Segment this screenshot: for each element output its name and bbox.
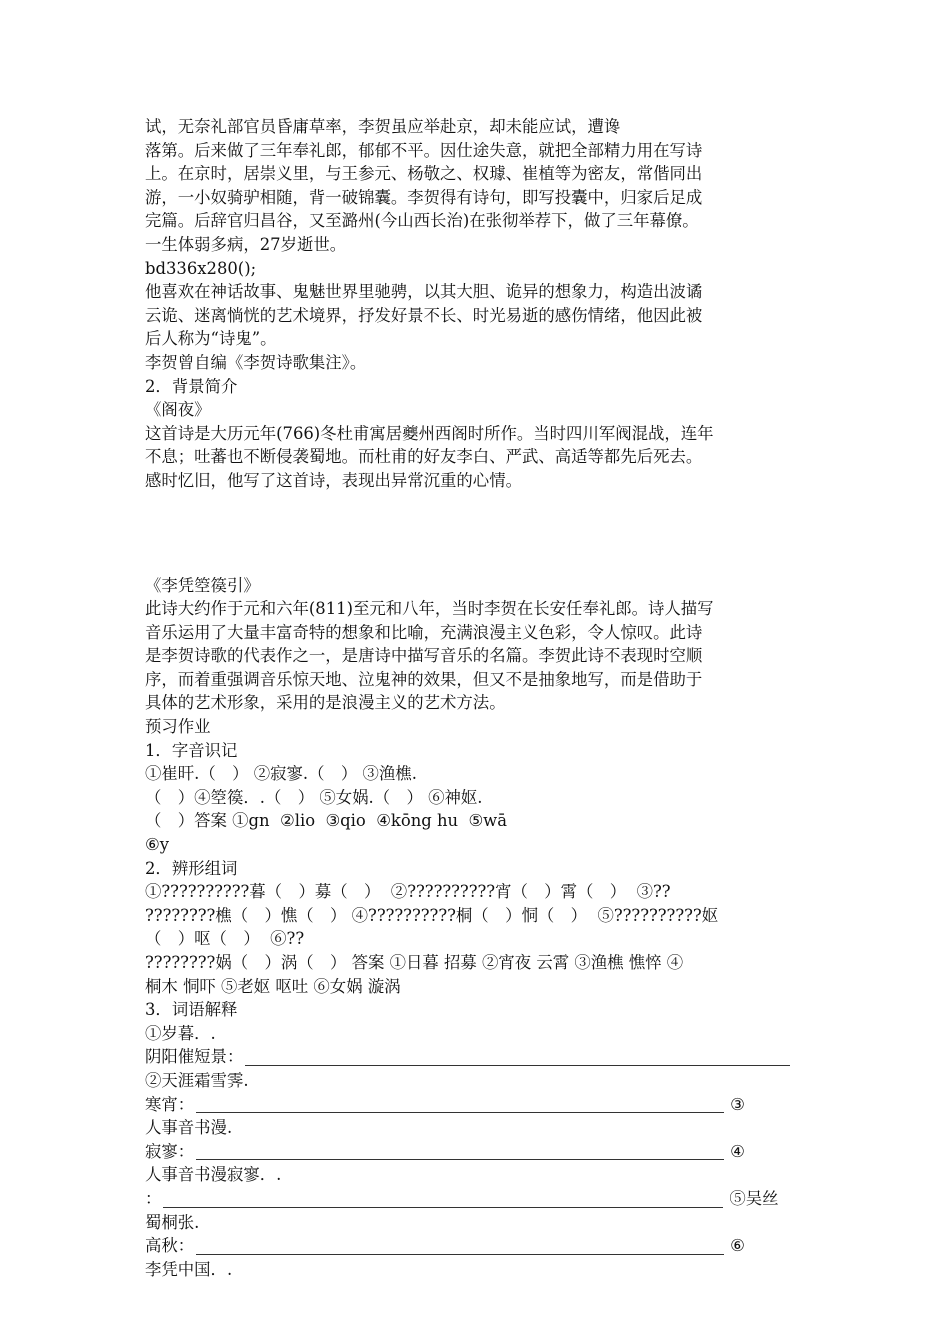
text-line: ????????娲（ ）涡（ ） 答案 ①日暮 招募 ②宵夜 云霄 ③渔樵 憔悴 ④ [145,953,684,972]
text-line: 2．辨形组词 [145,858,238,878]
answer-blank[interactable] [163,1192,723,1208]
fill-in-label: 寂寥： [145,1141,195,1161]
text-line: 2．背景简介 [145,376,238,396]
text-line: 桐木 恫吓 ⑤老妪 呕吐 ⑥女娲 漩涡 [145,976,401,996]
fill-in-row [145,1093,810,1117]
text-line: 《阁夜》 [145,400,211,420]
text-line: ①岁暮．. [145,1023,216,1043]
answer-blank[interactable] [196,1144,724,1160]
fill-in-next-number: ④ [730,1141,745,1161]
text-line: 完篇。后辞官归昌谷，又至潞州(今山西长治)在张彻举荐下，做了三年幕僚。 [145,211,699,231]
answer-blank[interactable] [196,1239,724,1255]
text-line: 李凭中国．. [145,1259,233,1279]
text-line: 游，一小奴骑驴相随，背一破锦囊。李贺得有诗句，即写投囊中，归家后足成 [145,187,703,207]
text-line: bd336x280(); [145,258,257,278]
section-gap [145,493,810,574]
text-line: 他喜欢在神话故事、鬼魅世界里驰骋，以其大胆、诡异的想象力，构造出波谲 [145,282,703,302]
answer-blank[interactable] [245,1050,790,1066]
text-line: 3．词语解释 [145,1000,238,1020]
text-line: 这首诗是大历元年(766)冬杜甫寓居夔州西阁时所作。当时四川军阀混战，连年 [145,423,714,443]
biography-section [145,115,810,493]
fill-in-next-number: ③ [730,1094,745,1114]
text-line: ①崔旰.（ ） ②寂寥.（ ） ③渔樵. [145,764,417,784]
text-line: 李贺曾自编《李贺诗歌集注》。 [145,352,367,372]
text-line: 不息；吐蕃也不断侵袭蜀地。而杜甫的好友李白、严武、高适等都先后死去。 [145,447,703,467]
text-line: （ ）答案 ①gn ②lio ③qio ④kōng hu ⑤wā [145,811,507,831]
text-line: 1．字音识记 [145,740,238,760]
text-line: 上。在京时，居崇义里，与王参元、杨敬之、权璩、崔植等为密友，常偕同出 [145,164,703,184]
fill-in-label: ： [145,1188,162,1208]
fill-in-row [145,1045,810,1069]
text-line: ②天涯霜雪霁. [145,1070,249,1090]
fill-in-row [145,1234,810,1258]
fill-in-label: 寒宵： [145,1094,195,1114]
fill-in-next-number: ⑤吴丝 [729,1188,779,1208]
text-line: ⑥y [145,835,169,855]
fill-in-row [145,1140,810,1164]
preview-section [145,574,810,1046]
text-line: 序，而着重强调音乐惊天地、泣鬼神的效果，但又不是抽象地写，而是借助于 [145,669,703,689]
text-line: （ ）呕（ ） ⑥?? [145,929,305,949]
text-line: 此诗大约作于元和六年(811)至元和八年，当时李贺在长安任奉礼郎。诗人描写 [145,599,714,619]
text-line: 人事音书漫寂寥．. [145,1165,282,1185]
text-line: 人事音书漫. [145,1118,233,1138]
text-line: 《李凭箜篌引》 [145,575,260,595]
fill-in-label: 阴阳催短景： [145,1047,244,1067]
text-line: 音乐运用了大量丰富奇特的想象和比喻，充满浪漫主义色彩，令人惊叹。此诗 [145,622,703,642]
text-line: 是李贺诗歌的代表作之一，是唐诗中描写音乐的名篇。李贺此诗不表现时空顺 [145,646,703,666]
fill-in-row [145,1187,810,1211]
fill-in-next-number: ⑥ [730,1236,745,1256]
text-line: ????????樵（ ）憔（ ） ④??????????桐（ ）恫（ ） ⑤??????????妪 [145,905,719,925]
text-line: 预习作业 [145,717,211,737]
text-line: 感时忆旧，他写了这首诗，表现出异常沉重的心情。 [145,470,522,490]
text-line: 云诡、迷离惝恍的艺术境界，抒发好景不长、时光易逝的感伤情绪，他因此被 [145,305,703,325]
text-line: 后人称为“诗鬼”。 [145,329,277,349]
text-line: 具体的艺术形象，采用的是浪漫主义的艺术方法。 [145,693,506,713]
text-line: 试，无奈礼部官员昏庸草率，李贺虽应举赴京，却未能应试，遭谗 [145,117,621,136]
text-line: ①??????????暮（ ）募（ ） ②??????????宵（ ）霄（ ） ③?? [145,882,671,902]
text-line: 蜀桐张. [145,1212,200,1232]
text-line: 落第。后来做了三年奉礼郎，郁郁不平。因仕途失意，就把全部精力用在写诗 [145,140,703,160]
document-page [145,115,810,1281]
answer-blank[interactable] [196,1097,724,1113]
fill-in-label: 高秋： [145,1236,195,1256]
word-explanation-section [145,1045,810,1281]
text-line: 一生体弱多病，27岁逝世。 [145,234,347,254]
text-line: （ ）④箜篌．.（ ） ⑤女娲.（ ） ⑥神妪. [145,787,483,807]
